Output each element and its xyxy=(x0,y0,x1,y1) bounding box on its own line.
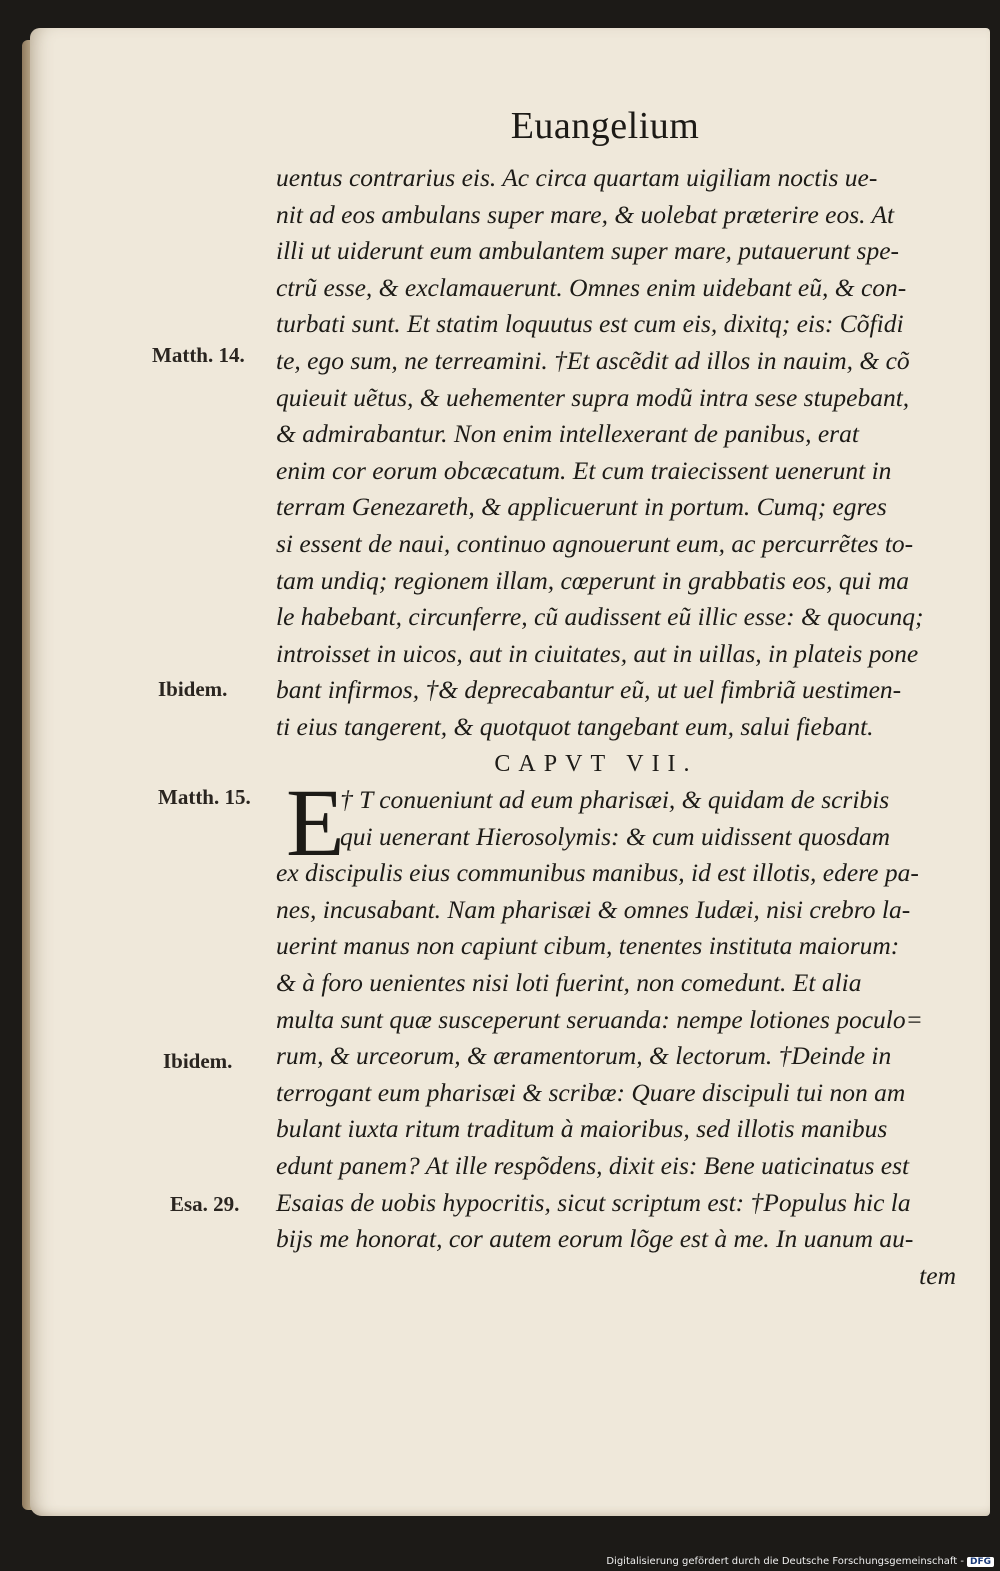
text-line: quieuit uẽtus, & uehementer supra modũ intra sese stupebant, xyxy=(276,382,910,412)
text-line: le habebant, circunferre, cũ audissent eũ illic esse: & quocunq; xyxy=(276,602,924,632)
text-line: enim cor eorum obcæcatum. Et cum traiecissent uenerunt in xyxy=(276,455,892,485)
text-line: terrogant eum pharisæi & scribæ: Quare discipuli tui non am xyxy=(276,1077,906,1107)
chapter-heading: CAPVT VII. xyxy=(494,750,698,777)
margin-note-matth-14: Matth. 14. xyxy=(152,343,245,367)
text-line: & à foro uenientes nisi loti fuerint, non comedunt. Et alia xyxy=(276,968,862,998)
dfg-logo: DFG xyxy=(967,1557,994,1567)
text-line: uerint manus non capiunt cibum, tenentes instituta maiorum: xyxy=(276,931,900,961)
text-line: introisset in uicos, aut in ciuitates, aut in uillas, in plateis pone xyxy=(276,638,919,668)
margin-note-ibidem: Ibidem. xyxy=(158,677,228,701)
text-line: ti eius tangerent, & quotquot tangebant eum, salui fiebant. xyxy=(276,711,874,741)
running-head: Euangelium xyxy=(510,105,700,147)
text-block xyxy=(276,160,956,1294)
text-line: qui uenerant Hierosolymis: & cum uidissent quosdam xyxy=(340,821,891,851)
catchword: tem xyxy=(919,1260,956,1290)
text-line: ctrũ esse, & exclamauerunt. Omnes enim uidebant eũ, & con- xyxy=(276,272,907,302)
text-line: nes, incusabant. Nam pharisæi & omnes Iudæi, nisi crebro la- xyxy=(276,894,911,924)
text-line: uentus contrarius eis. Ac circa quartam uigiliam noctis ue- xyxy=(276,163,878,192)
text-line: bulant iuxta ritum traditum à maioribus, sed illotis manibus xyxy=(276,1114,888,1144)
text-line: rum, & urceorum, & æramentorum, & lectorum. †Deinde in xyxy=(276,1041,892,1071)
text-line: Esaias de uobis hypocritis, sicut scriptum est: †Populus hic la xyxy=(276,1187,911,1217)
text-line: edunt panem? At ille respõdens, dixit eis: Bene uaticinatus est xyxy=(276,1151,910,1181)
text-line: multa sunt quæ susceperunt seruanda: nempe lotiones poculo= xyxy=(276,1004,923,1034)
margin-note-esa-29: Esa. 29. xyxy=(170,1192,240,1216)
text-line: & admirabantur. Non enim intellexerant de panibus, erat xyxy=(276,419,859,449)
text-line: terram Genezareth, & applicuerunt in portum. Cumq; egres xyxy=(276,492,887,522)
drop-cap: E xyxy=(286,769,345,876)
digitization-credit xyxy=(606,1556,994,1567)
text-line: nit ad eos ambulans super mare, & uolebat præterire eos. At xyxy=(276,199,895,229)
text-line: bijs me honorat, cor autem eorum lõge est à me. In uanum au- xyxy=(276,1224,914,1254)
text-line: turbati sunt. Et statim loquutus est cum eis, dixitq; eis: Cõfidi xyxy=(276,309,904,339)
margin-note-ibidem-2: Ibidem. xyxy=(163,1049,233,1073)
text-line: te, ego sum, ne terreamini. †Et ascẽdit ad illos in nauim, & cõ xyxy=(276,345,910,375)
text-line: si essent de naui, continuo agnouerunt eum, ac percurrẽtes to- xyxy=(276,528,914,558)
credit-text: Digitalisierung gefördert durch die Deutsche Forschungsgemeinschaft - xyxy=(606,1556,964,1567)
margin-note-matth-15: Matth. 15. xyxy=(158,785,251,809)
text-line: bant infirmos, †& deprecabantur eũ, ut uel fimbriã uestimen- xyxy=(276,675,902,705)
text-line: illi ut uiderunt eum ambulantem super mare, putauerunt spe- xyxy=(276,236,900,266)
text-line: † T conueniunt ad eum pharisæi, & quidam de scribis xyxy=(340,785,890,815)
text-line: tam undiq; regionem illam, cœperunt in grabbatis eos, qui ma xyxy=(276,565,909,595)
text-line: ex discipulis eius communibus manibus, id est illotis, edere pa- xyxy=(276,858,919,888)
